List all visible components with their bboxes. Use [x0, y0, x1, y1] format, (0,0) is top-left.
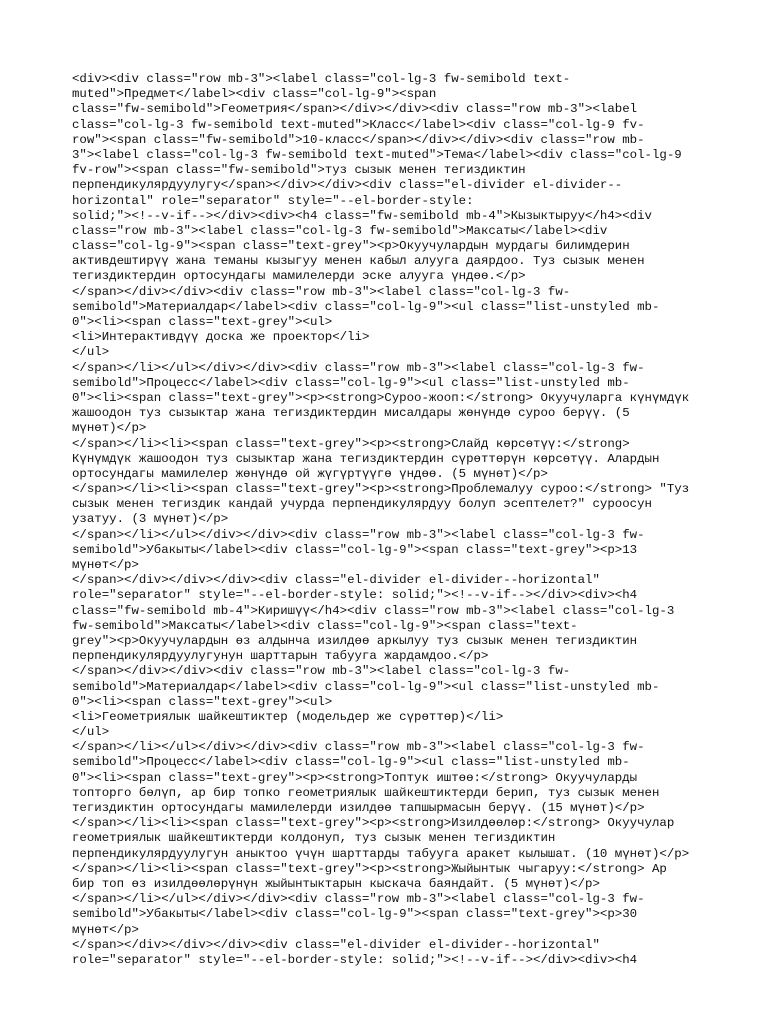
code-line: <li>Интерактивдүү доска же проектор</li>	[72, 330, 370, 345]
code-line: row"><span class="fw-semibold">10-класс</span></div></div><div class="row mb-	[72, 132, 645, 147]
code-line: </span></div></div></div><div class="el-divider el-divider--horizontal"	[72, 573, 600, 588]
code-line: </span></li><li><span class="text-grey"><p><strong>Изилдөөлөр:</strong> Окуучулар	[72, 816, 675, 831]
code-line: grey"><p>Окуучулардын өз алдынча изилдөө аркылуу туз сызык менен тегиздиктин	[72, 633, 638, 648]
code-line: мүнөт</p>	[72, 558, 139, 572]
code-line: fw-semibold">Максаты</label><div class="col-lg-9"><span class="text-	[72, 618, 578, 633]
code-line: </ul>	[72, 345, 110, 360]
code-line: semibold">Материалдар</label><div class="col-lg-9"><ul class="list-unstyled mb-	[72, 299, 660, 314]
code-line: semibold">Материалдар</label><div class="col-lg-9"><ul class="list-unstyled mb-	[72, 679, 660, 694]
code-line: class="row mb-3"><label class="col-lg-3 fw-semibold">Максаты</label><div	[72, 223, 608, 238]
code-line: тегиздиктин ортосундагы мамилелерди изилдөө тапшырмасын берүү. (15 мүнөт)</p>	[72, 801, 645, 815]
code-line: </span></div></div><div class="row mb-3"><label class="col-lg-3 fw-	[72, 284, 571, 299]
code-line: semibold">Убакыты</label><div class="col-lg-9"><span class="text-grey"><p>30	[72, 907, 638, 922]
code-line: solid;"><!--v-if--></div><div><h4 class="fw-semibold mb-4">Кызыктыруу</h4><div	[72, 208, 652, 223]
code-line: </span></div></div></div><div class="el-divider el-divider--horizontal"	[72, 937, 600, 952]
code-line: role="separator" style="--el-border-style: solid;"><!--v-if--></div><div><h4	[72, 952, 638, 967]
code-line: перпендикулярдуулугун аныктоо үчүн шарттарды табууга аракет кылышат. (10 мүнөт)</p>	[72, 846, 690, 861]
code-line: перпендикулярдуулугунун шарттарын табууга жардамдоо.</p>	[72, 649, 489, 664]
code-line: активдештирүү жана теманы кызыгуу менен кабыл алууга даярдоо. Туз сызык менен	[72, 254, 645, 269]
code-line: horizontal" role="separator" style="--el-border-style:	[72, 193, 474, 208]
code-line: role="separator" style="--el-border-style: solid;"><!--v-if--></div><div><h4	[72, 588, 638, 603]
code-line: перпендикулярдуулугу</span></div></div><div class="el-divider el-divider--	[72, 178, 623, 193]
code-line: мүнөт)</p>	[72, 421, 147, 436]
code-line: </span></li></ul></div></div><div class="row mb-3"><label class="col-lg-3 fw-	[72, 892, 645, 907]
code-line: геометриялык шайкештиктерди колдонуп, туз сызык менен тегиздиктин	[72, 831, 556, 846]
code-line: <li>Геометриялык шайкештиктер (модельдер же сүрөттөр)</li>	[72, 709, 504, 724]
code-line: мүнөт</p>	[72, 922, 139, 937]
code-line: </span></li></ul></div></div><div class="row mb-3"><label class="col-lg-3 fw-	[72, 740, 645, 755]
code-line: fv-row"><span class="fw-semibold">туз сызык менен тегиздиктин	[72, 163, 526, 178]
code-line: </span></li><li><span class="text-grey"><p><strong>Проблемалуу суроо:</strong> "Туз	[72, 482, 690, 497]
code-line: class="col-lg-3 fw-semibold text-muted">Класс</label><div class="col-lg-9 fv-	[72, 117, 645, 132]
code-line: semibold">Процесс</label><div class="col-lg-9"><ul class="list-unstyled mb-	[72, 755, 630, 770]
code-line: ортосундагы мамилелер жөнүндө ой жүгүртүүгө үндөө. (5 мүнөт)</p>	[72, 466, 548, 481]
code-line: узатуу. (3 мүнөт)</p>	[72, 512, 229, 527]
code-line: semibold">Убакыты</label><div class="col-lg-9"><span class="text-grey"><p>13	[72, 542, 638, 557]
code-line: </ul>	[72, 725, 110, 740]
document-page	[72, 72, 696, 968]
code-line: топторго бөлүп, ар бир топко геометриялык шайкештиктерди берип, туз сызык менен	[72, 785, 660, 800]
code-line: жашоодон туз сызыктар жана тегиздиктердин мисалдары жөнүндө суроо берүү. (5	[72, 406, 630, 421]
code-line: </span></li><li><span class="text-grey"><p><strong>Жыйынтык чыгаруу:</strong> Ар	[72, 861, 667, 876]
code-line: class="col-lg-9"><span class="text-grey"><p>Окуучулардын мурдагы билимдерин	[72, 239, 630, 254]
code-line: muted">Предмет</label><div class="col-lg-9"><span	[72, 87, 437, 102]
code-line: </span></li></ul></div></div><div class="row mb-3"><label class="col-lg-3 fw-	[72, 360, 645, 375]
code-line: 0"><li><span class="text-grey"><ul>	[72, 315, 333, 329]
code-line: </span></li></ul></div></div><div class="row mb-3"><label class="col-lg-3 fw-	[72, 527, 645, 542]
code-line: сызык менен тегиздик кандай учурда перпендикулярдуу болуп эсептелет?" суроосун	[72, 497, 652, 512]
code-line: Күнүмдүк жашоодон туз сызыктар жана тегиздиктердин сүрөттөрүн көрсөтүү. Алардын	[72, 451, 660, 466]
code-line: class="fw-semibold mb-4">Киришүү</h4><div class="row mb-3"><label class="col-lg-3	[72, 603, 675, 618]
code-line: тегиздиктердин ортосундагы мамилелерди эске алууга үндөө.</p>	[72, 269, 526, 284]
code-line: 0"><li><span class="text-grey"><p><strong>Суроо-жооп:</strong> Окуучуларга күнүмдүк	[72, 390, 690, 405]
code-line: 3"><label class="col-lg-3 fw-semibold text-muted">Тема</label><div class="col-lg-9	[72, 147, 682, 162]
code-line: 0"><li><span class="text-grey"><ul>	[72, 694, 333, 709]
code-line: 0"><li><span class="text-grey"><p><strong>Топтук иштөө:</strong> Окуучуларды	[72, 770, 638, 785]
code-line: class="fw-semibold">Геометрия</span></div></div><div class="row mb-3"><label	[72, 102, 638, 117]
code-line: semibold">Процесс</label><div class="col-lg-9"><ul class="list-unstyled mb-	[72, 375, 630, 390]
code-line: <div><div class="row mb-3"><label class="col-lg-3 fw-semibold text-	[72, 72, 571, 86]
code-line: </span></div></div><div class="row mb-3"><label class="col-lg-3 fw-	[72, 664, 571, 679]
code-line: </span></li><li><span class="text-grey"><p><strong>Слайд көрсөтүү:</strong>	[72, 436, 630, 451]
code-line: бир топ өз изилдөөлөрүнүн жыйынтыктарын кыскача баяндайт. (5 мүнөт)</p>	[72, 876, 600, 891]
